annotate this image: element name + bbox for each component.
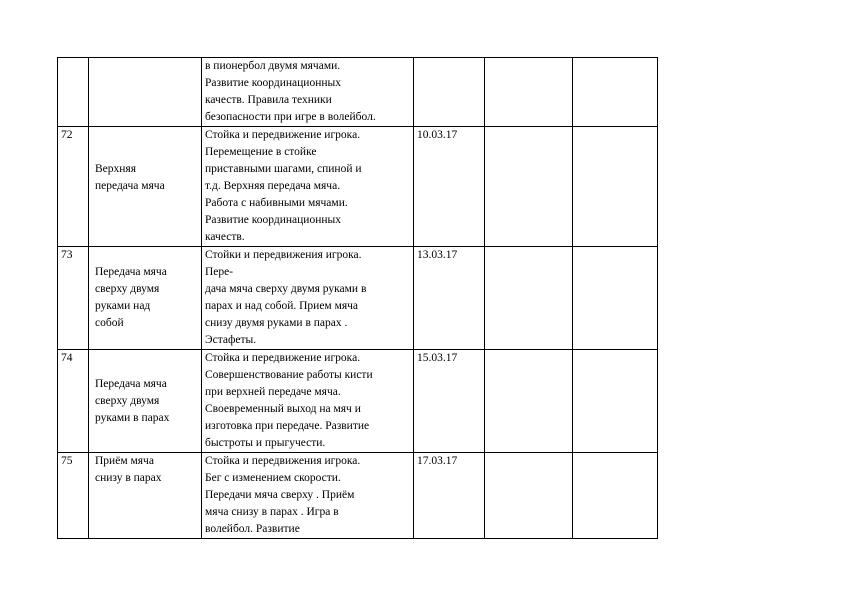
lesson-number: 74 bbox=[58, 350, 89, 453]
empty-cell bbox=[573, 453, 658, 539]
empty-cell bbox=[485, 247, 573, 350]
lesson-topic: Передача мяча сверху двумя руками в парах bbox=[89, 350, 202, 453]
empty-cell bbox=[485, 350, 573, 453]
lesson-content: Стойка и передвижение игрока. Совершенствование работы кисти при верхней передаче мяча. Своевременный выход на мяч и изготовка при передаче. Развитие быстроты и прыгучести. bbox=[202, 350, 414, 453]
table-row bbox=[58, 247, 658, 350]
lesson-number: 73 bbox=[58, 247, 89, 350]
table-row bbox=[58, 127, 658, 247]
lesson-number: 75 bbox=[58, 453, 89, 539]
lesson-number: 72 bbox=[58, 127, 89, 247]
lesson-date: 17.03.17 bbox=[414, 453, 485, 539]
empty-cell bbox=[485, 453, 573, 539]
lesson-content: Стойка и передвижения игрока. Бег с изменением скорости. Передачи мяча сверху . Приём мяча снизу в парах . Игра в волейбол. Развитие bbox=[202, 453, 414, 539]
table-row bbox=[58, 58, 658, 127]
lesson-topic: Передача мяча сверху двумя руками над собой bbox=[89, 247, 202, 350]
lesson-date: 10.03.17 bbox=[414, 127, 485, 247]
lesson-number bbox=[58, 58, 89, 127]
lesson-content: Стойки и передвижения игрока. Пере- дача мяча сверху двумя руками в парах и над собой. Прием мяча снизу двумя руками в парах . Эстафеты. bbox=[202, 247, 414, 350]
lesson-date bbox=[414, 58, 485, 127]
lesson-plan-table bbox=[57, 57, 658, 539]
table-row bbox=[58, 453, 658, 539]
lesson-content: в пионербол двумя мячами. Развитие координационных качеств. Правила техники безопасности при игре в волейбол. bbox=[202, 58, 414, 127]
empty-cell bbox=[573, 247, 658, 350]
lesson-topic: Приём мяча снизу в парах bbox=[89, 453, 202, 539]
empty-cell bbox=[573, 350, 658, 453]
lesson-topic bbox=[89, 58, 202, 127]
lesson-content: Стойка и передвижение игрока. Перемещение в стойке приставными шагами, спиной и т.д. Верхняя передача мяча. Работа с набивными мячами. Развитие координационных качеств. bbox=[202, 127, 414, 247]
empty-cell bbox=[485, 127, 573, 247]
empty-cell bbox=[573, 127, 658, 247]
lesson-date: 15.03.17 bbox=[414, 350, 485, 453]
empty-cell bbox=[573, 58, 658, 127]
empty-cell bbox=[485, 58, 573, 127]
lesson-date: 13.03.17 bbox=[414, 247, 485, 350]
table-row bbox=[58, 350, 658, 453]
lesson-topic: Верхняя передача мяча bbox=[89, 127, 202, 247]
